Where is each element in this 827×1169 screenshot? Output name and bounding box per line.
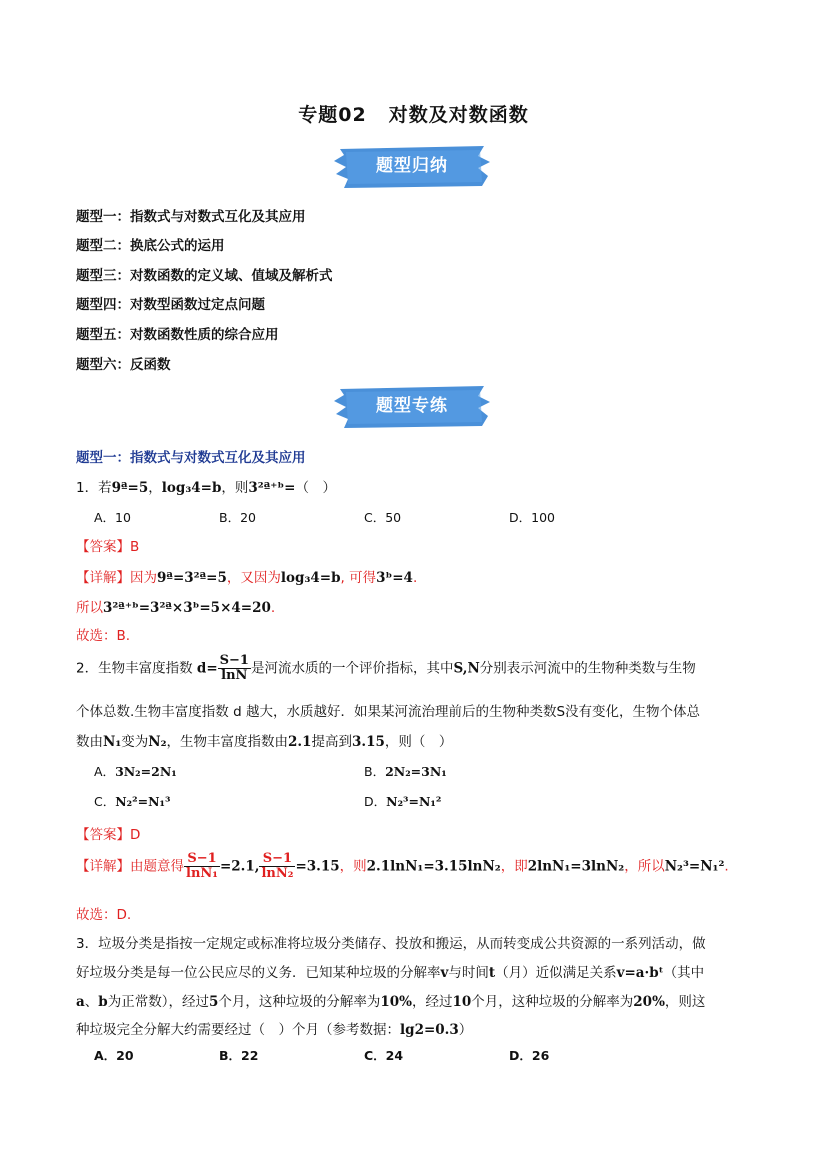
- math-expr: log₃4=b: [161, 480, 222, 496]
- q2-answer: 【答案】D: [76, 827, 141, 843]
- question-3-line-1: 3．垃圾分类是指按一定规定或标准将垃圾分类储存、投放和搬运，从而转变成公共资源的一系列活动，做: [76, 936, 706, 952]
- toc-item-3: 题型三：对数函数的定义域、值域及解析式: [76, 268, 333, 284]
- practice-banner-label: 题型专练: [376, 396, 448, 416]
- question-1-stem: 1．若9ª=5，log₃4=b，则3²ª⁺ᵇ=（ ）: [76, 480, 336, 496]
- fraction: $\frac{S-1}{\ln N}$: [219, 653, 249, 683]
- toc-item-2: 题型二：换底公式的运用: [76, 238, 225, 254]
- q1-option-b: B．20: [219, 510, 256, 525]
- title-prefix: 专题02: [298, 104, 367, 126]
- q1-detail-line-2: 所以3²ª⁺ᵇ=3²ª×3ᵇ=5×4=20.: [76, 600, 276, 616]
- toc-item-1: 题型一：指数式与对数式互化及其应用: [76, 209, 306, 225]
- section-heading: 题型一：指数式与对数式互化及其应用: [76, 450, 306, 466]
- question-2-line-2: 个体总数.生物丰富度指数 d 越大，水质越好．如果某河流治理前后的生物种类数S没有变化，生物个体总: [76, 704, 701, 720]
- math-expr: 3²ª⁺ᵇ=: [248, 480, 296, 496]
- q1-conclusion: 故选：B.: [76, 628, 131, 644]
- question-3-line-3: a、b为正常数），经过5个月，这种垃圾的分解率为10%，经过10个月，这种垃圾的分解率为20%，则这: [76, 994, 706, 1010]
- q1-option-d: D．100: [509, 510, 555, 525]
- page-title: [0, 100, 827, 127]
- question-3-line-2: 好垃圾分类是每一位公民应尽的义务．已知某种垃圾的分解率v与时间t（月）近似满足关系v=a·bᵗ（其中: [76, 965, 705, 981]
- q2-conclusion: 故选：D.: [76, 907, 132, 923]
- question-2-line-3: 数由N₁变为N₂，生物丰富度指数由2.1提高到3.15，则（ ）: [76, 734, 453, 750]
- q3-option-a: A．20: [94, 1048, 134, 1063]
- summary-banner-label: 题型归纳: [376, 156, 448, 176]
- summary-banner: [332, 146, 492, 188]
- title-main: 对数及对数函数: [388, 104, 529, 126]
- question-2-line-1: 2．生物丰富度指数 d= $\frac{S-1}{\ln N}$ 是河流水质的一个评价指标，其中S,N分别表示河流中的生物种类数与生物: [76, 653, 696, 683]
- toc-item-5: 题型五：对数函数性质的综合应用: [76, 327, 279, 343]
- toc-item-4: 题型四：对数型函数过定点问题: [76, 297, 265, 313]
- q2-option-b: B．2N₂=3N₁: [364, 764, 447, 779]
- q2-option-d: D．N₂³=N₁²: [364, 794, 442, 809]
- q1-answer: 【答案】B: [76, 539, 140, 555]
- q2-option-c: C．N₂²=N₁³: [94, 794, 171, 809]
- q1-option-a: A．10: [94, 510, 131, 525]
- q2-detail: 【详解】由题意得 $\frac{S-1}{\text{lnN₁}}$ =2.1, $\frac{S-1}{\text{lnN₂}}$ =3.15，则2.1lnN₁=3.15lnN₂，即2lnN₁=3lnN₂，所以N₂³=N₁².: [76, 851, 729, 881]
- practice-banner: [332, 386, 492, 428]
- q1-option-c: C．50: [364, 510, 402, 525]
- q3-option-d: D．26: [509, 1048, 550, 1063]
- q2-option-a: A．3N₂=2N₁: [94, 764, 177, 779]
- q3-option-b: B．22: [219, 1048, 259, 1063]
- q1-detail-line-1: 【详解】因为9ª=3²ª=5，又因为log₃4=b, 可得3ᵇ=4.: [76, 570, 418, 586]
- q3-option-c: C．24: [364, 1048, 404, 1063]
- question-3-line-4: 种垃圾完全分解大约需要经过（ ）个月（参考数据：lg2=0.3）: [76, 1022, 473, 1038]
- toc-item-6: 题型六：反函数: [76, 357, 171, 373]
- math-expr: 9ª=5: [111, 480, 149, 496]
